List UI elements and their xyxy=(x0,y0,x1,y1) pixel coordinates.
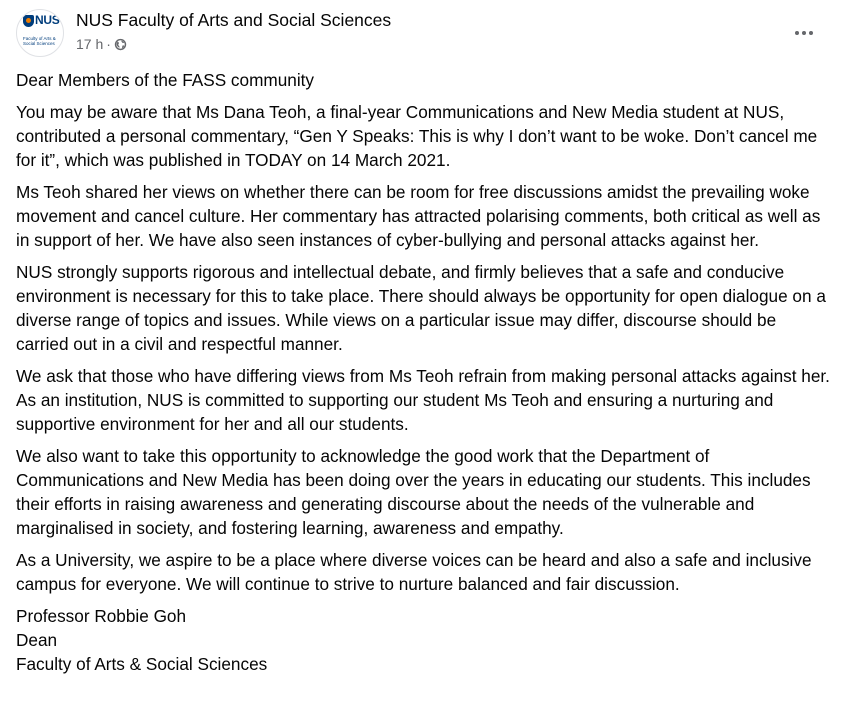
post-paragraph-5: We also want to take this opportunity to acknowledge the good work that the Department of Communications and New Media has been doing over the years in educating our students. This includes their efforts in raising awareness and generating discourse about the needs of the vulnerable and marginalised in society, and fostering learning, awareness and empathy. xyxy=(16,446,811,538)
post-paragraph-1: You may be aware that Ms Dana Teoh, a final-year Communications and New Media student at NUS, contributed a personal commentary, “Gen Y Speaks: This is why I don’t want to be woke. Don’t cancel me for it”, which was published in TODAY on 14 March 2021. xyxy=(16,102,818,170)
signature-faculty: Faculty of Arts & Social Sciences xyxy=(16,654,268,674)
page-avatar[interactable] xyxy=(16,9,64,57)
post-paragraph-3: NUS strongly supports rigorous and intellectual debate, and firmly believes that a safe and conducive environment is necessary for this to take place. There should always be opportunity for open dialogue on a diverse range of topics and issues. While views on a particular issue may differ, discourse should be carried out in a civil and respectful manner. xyxy=(16,262,826,354)
post-header xyxy=(16,9,828,57)
post-paragraph-2: Ms Teoh shared her views on whether there can be room for free discussions amidst the prevailing woke movement and cancel culture. Her commentary has attracted polarising comments, both critical as well as in support of her. We have also seen instances of cyber-bullying and personal attacks against her. xyxy=(16,182,821,250)
page-name-link[interactable]: NUS Faculty of Arts and Social Sciences xyxy=(76,10,392,30)
post-greeting: Dear Members of the FASS community xyxy=(16,70,315,90)
signature-title: Dean xyxy=(16,630,58,650)
more-options-button[interactable] xyxy=(786,15,822,51)
post-timestamp[interactable]: 17 h xyxy=(76,36,104,52)
meta-separator: · xyxy=(106,36,111,52)
globe-icon[interactable] xyxy=(114,38,127,51)
post-paragraph-6: As a University, we aspire to be a place where diverse voices can be heard and also a safe and inclusive campus for everyone. We will continue to strive to nurture balanced and fair discussion. xyxy=(16,550,812,594)
post-meta xyxy=(76,35,127,53)
nus-crest-icon xyxy=(23,15,34,27)
avatar-logo-text: NUS xyxy=(35,13,60,27)
avatar-logo-subtext: Faculty of Arts & Social Sciences xyxy=(23,36,56,46)
post-body xyxy=(16,68,832,676)
more-horizontal-icon xyxy=(795,31,813,35)
post-paragraph-4: We ask that those who have differing views from Ms Teoh refrain from making personal attacks against her. As an institution, NUS is committed to supporting our student Ms Teoh and ensuring a nurturing and supportive environment for her and all our students. xyxy=(16,366,830,434)
signature-name: Professor Robbie Goh xyxy=(16,606,187,626)
post-signature xyxy=(16,604,832,676)
